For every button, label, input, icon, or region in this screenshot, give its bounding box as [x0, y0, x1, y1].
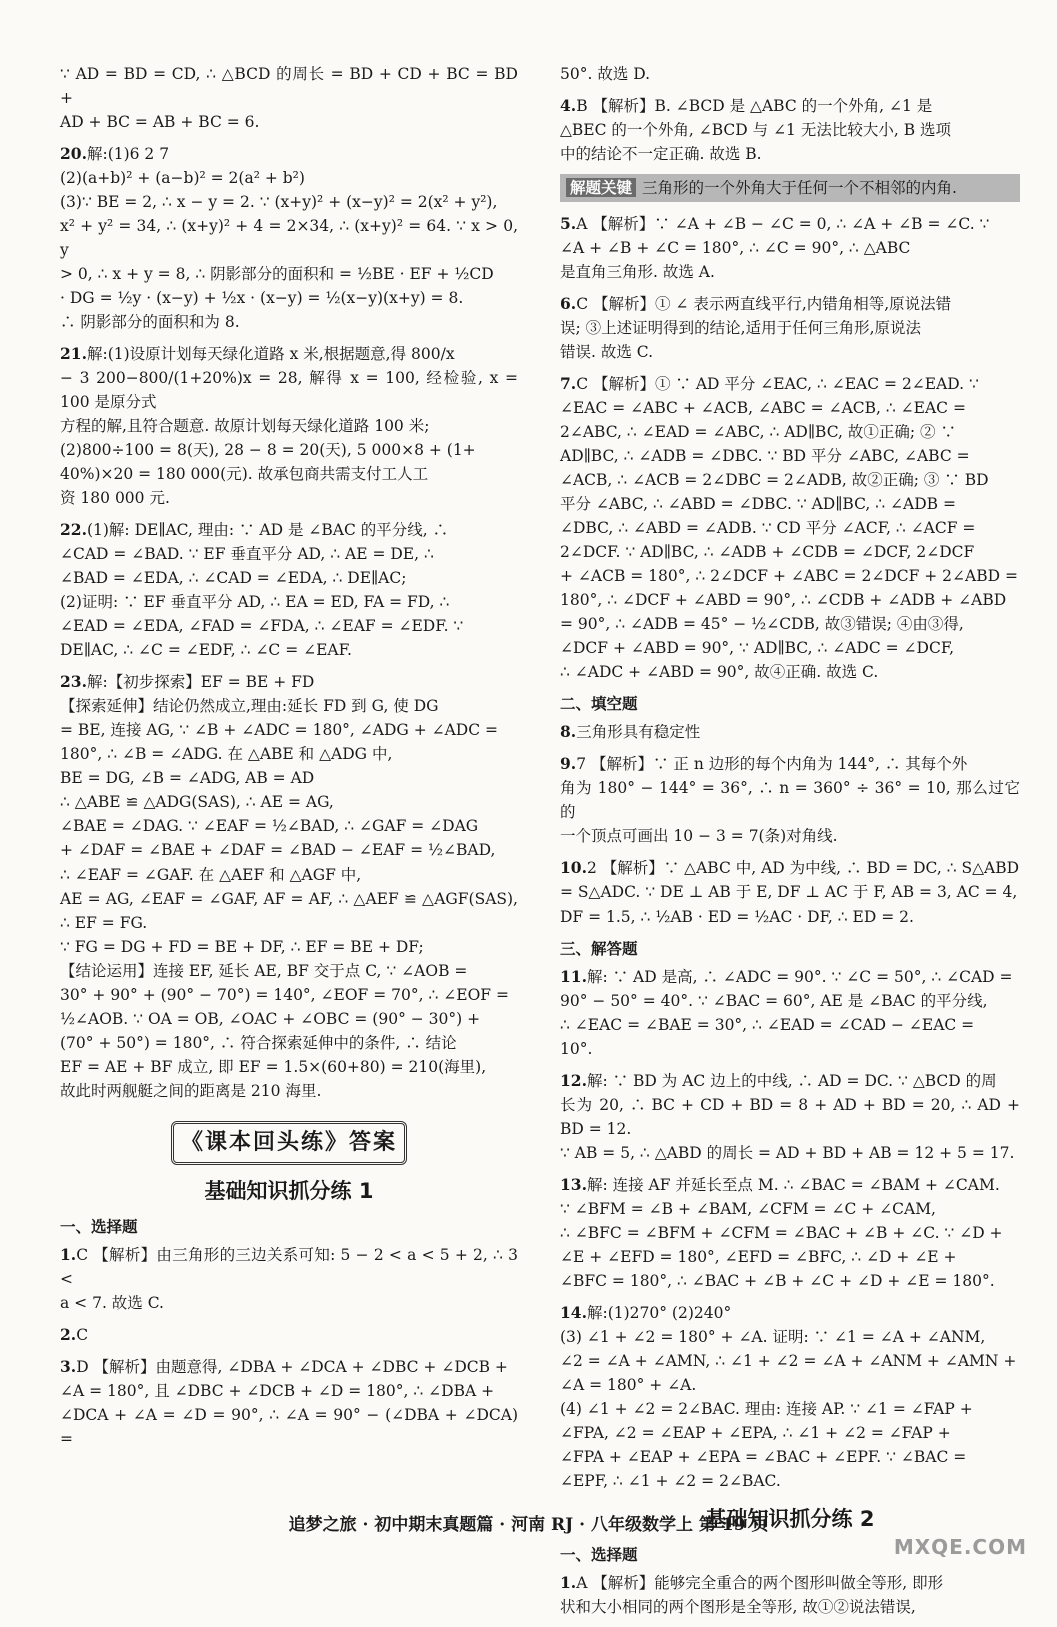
- section-title: 二、填空题: [560, 694, 638, 714]
- key-point-tag: 解题关键: [566, 178, 636, 197]
- answer-line: 误; ③上述证明得到的结论,适用于任何三角形,原说法: [560, 319, 922, 338]
- answer-line: ∠DCF + ∠ABD = 90°, ∵ AD∥BC, ∴ ∠ADC = ∠DCF,: [560, 639, 955, 658]
- answer-line: 10°.: [560, 1039, 593, 1058]
- answer-item: [60, 1243, 518, 1315]
- question-number: 8.: [560, 722, 577, 742]
- answer-item: [560, 62, 1020, 86]
- answer-line: 8.三角形具有稳定性: [560, 722, 701, 742]
- answer-line: 21.解:(1)设原计划每天绿化道路 x 米,根据题意,得 800/x: [60, 344, 455, 364]
- question-number: 5.: [560, 214, 577, 234]
- answer-line: 【结论运用】连接 EF, 延长 AE, BF 交于点 C, ∵ ∠AOB =: [60, 961, 468, 980]
- section-title: 一、选择题: [60, 1217, 138, 1237]
- answer-line: 3.D 【解析】由题意得, ∠DBA + ∠DCA + ∠DBC + ∠DCB +: [60, 1357, 508, 1377]
- question-number: 23.: [60, 672, 87, 692]
- answer-line: △BEC 的一个外角, ∠BCD 与 ∠1 无法比较大小, B 选项: [560, 121, 952, 140]
- answer-line: 180°, ∴ ∠DCF + ∠ABD = 90°, ∴ ∠CDB + ∠ADB + ∠ABD: [560, 591, 1007, 610]
- answer-line: 1.A 【解析】能够完全重合的两个图形叫做全等形, 即形: [560, 1573, 944, 1593]
- answer-line: 平分 ∠ABC, ∴ ∠ABD = ∠DBC. ∵ AD∥BC, ∴ ∠ADB =: [560, 495, 956, 514]
- question-number: 13.: [560, 1174, 587, 1194]
- answer-line: 一个顶点可画出 10 − 3 = 7(条)对角线.: [560, 827, 838, 846]
- answer-line: − 3 200−800/(1+20%)x = 28, 解得 x = 100, 经检验, x = 100 是原分式: [60, 369, 518, 412]
- answer-line: ∵ AD = BD = CD, ∴ △BCD 的周长 = BD + CD + BC = BD +: [60, 65, 518, 108]
- answer-line: ∴ ∠EAF = ∠GAF. 在 △AEF 和 △AGF 中,: [60, 865, 362, 884]
- answer-line: 30° + 90° + (90° − 70°) = 140°, ∠EOF = 70°, ∴ ∠EOF =: [60, 985, 509, 1004]
- answer-line: ∠BAD = ∠EDA, ∴ ∠CAD = ∠EDA, ∴ DE∥AC;: [60, 569, 407, 588]
- answer-item: [560, 1069, 1020, 1165]
- answer-line: 6.C 【解析】① ∠ 表示两直线平行,内错角相等,原说法错: [560, 294, 952, 314]
- answer-item: [560, 1301, 1020, 1493]
- answer-item: [560, 372, 1020, 684]
- answer-line: + ∠ACB = 180°, ∴ 2∠DCF + ∠ABC = 2∠DCF + 2∠ABD =: [560, 567, 1018, 586]
- answer-item: [60, 1323, 518, 1347]
- answer-item: [60, 62, 518, 134]
- answer-line: 状和大小相同的两个图形是全等形, 故①②说法错误,: [560, 1598, 916, 1617]
- answer-line: (70° + 50°) = 180°, ∴ 符合探索延伸中的条件, ∴ 结论: [60, 1033, 457, 1052]
- answer-line: 角为 180° − 144° = 36°, ∴ n = 360° ÷ 36° = 10, 那么过它的: [560, 779, 1020, 822]
- page-footer: 追梦之旅 · 初中期末真题篇 · 河南 RJ · 八年级数学上 第 19 页: [288, 1515, 769, 1535]
- answer-line: ∵ ∠BFM = ∠B + ∠BAM, ∠CFM = ∠C + ∠CAM,: [560, 1199, 936, 1218]
- answer-line: 23.解:【初步探索】EF = BE + FD: [60, 672, 315, 692]
- answer-line: 22.(1)解: DE∥AC, 理由: ∵ AD 是 ∠BAC 的平分线, ∴: [60, 520, 449, 540]
- answer-line: BE = DG, ∠B = ∠ADG, AB = AD: [60, 769, 315, 788]
- answer-line: ∠EPF, ∴ ∠1 + ∠2 = 2∠BAC.: [560, 1471, 781, 1490]
- answer-item: [60, 342, 518, 510]
- key-point-text: 三角形的一个外角大于任何一个不相邻的内角.: [642, 179, 957, 198]
- answer-line: DF = 1.5, ∴ ½AB · ED = ½AC · DF, ∴ ED = 2.: [560, 907, 914, 926]
- answer-line: + ∠DAF = ∠BAE + ∠DAF = ∠BAD − ∠EAF = ½∠BAD,: [60, 841, 496, 860]
- answer-line: = BE, 连接 AG, ∵ ∠B + ∠ADC = 180°, ∠ADG + ∠ADC =: [60, 721, 498, 740]
- answer-line: ∠EAC = ∠ABC + ∠ACB, ∠ABC = ∠ACB, ∴ ∠EAC =: [560, 399, 966, 418]
- answer-line: ∴ 阴影部分的面积和为 8.: [60, 313, 240, 332]
- question-number: 21.: [60, 344, 87, 364]
- key-point-bar: [560, 174, 1020, 202]
- answer-line: 长为 20, ∴ BC + CD + BD = 8 + AD + BD = 20, ∴ AD + BD = 12.: [560, 1095, 1020, 1138]
- answer-item: [560, 965, 1020, 1061]
- answer-item: [560, 752, 1020, 848]
- answer-line: > 0, ∴ x + y = 8, ∴ 阴影部分的面积和 = ½BE · EF + ½CD: [60, 265, 494, 284]
- answer-line: DE∥AC, ∴ ∠C = ∠EDF, ∴ ∠C = ∠EAF.: [60, 641, 352, 660]
- question-number: 22.: [60, 520, 87, 540]
- answer-line: 50°. 故选 D.: [560, 65, 651, 83]
- answer-item: [560, 1173, 1020, 1293]
- question-number: 1.: [560, 1573, 577, 1593]
- answer-item: [60, 1355, 518, 1451]
- answer-line: ∠E + ∠EFD = 180°, ∠EFD = ∠BFC, ∴ ∠D + ∠E +: [560, 1247, 957, 1266]
- answer-line: a < 7. 故选 C.: [60, 1294, 164, 1313]
- answer-line: 错误. 故选 C.: [560, 343, 654, 362]
- answer-line: 2.C: [60, 1325, 89, 1345]
- answer-line: 1.C 【解析】由三角形的三边关系可知: 5 − 2 < a < 5 + 2, ∴ 3 <: [60, 1245, 518, 1289]
- answer-line: 10.2 【解析】∵ △ABC 中, AD 为中线, ∴ BD = DC, ∴ S△ABD: [560, 858, 1020, 878]
- answer-line: (2)证明: ∵ EF 垂直平分 AD, ∴ EA = ED, FA = FD, ∴: [60, 593, 450, 612]
- answer-line: ∵ AB = 5, ∴ △ABD 的周长 = AD + BD + AB = 12 + 5 = 17.: [560, 1143, 1015, 1162]
- question-number: 2.: [60, 1325, 77, 1345]
- answer-line: ∠A = 180° + ∠A.: [560, 1375, 697, 1394]
- question-number: 1.: [60, 1245, 77, 1265]
- answer-line: 7.C 【解析】① ∵ AD 平分 ∠EAC, ∴ ∠EAC = 2∠EAD. ∵: [560, 374, 979, 394]
- answer-line: 2∠ABC, ∴ ∠EAD = ∠ABC, ∴ AD∥BC, 故①正确; ② ∵: [560, 423, 956, 442]
- answer-line: 是直角三角形. 故选 A.: [560, 263, 715, 282]
- question-number: 6.: [560, 294, 577, 314]
- section-title: 一、选择题: [560, 1545, 638, 1565]
- question-number: 4.: [560, 96, 577, 116]
- answer-line: (3)∵ BE = 2, ∴ x − y = 2. ∵ (x+y)² + (x−y)² = 2(x² + y²),: [60, 193, 498, 212]
- answer-line: 13.解: 连接 AF 并延长至点 M. ∴ ∠BAC = ∠BAM + ∠CAM.: [560, 1174, 1000, 1194]
- answer-item: [560, 856, 1020, 928]
- answer-line: ∠A = 180°, 且 ∠DBC + ∠DCB + ∠D = 180°, ∴ ∠DBA +: [60, 1382, 495, 1401]
- watermark-text: MXQE.COM: [893, 1535, 1027, 1559]
- answer-item: [60, 142, 518, 334]
- answer-line: ∠CAD = ∠BAD. ∵ EF 垂直平分 AD, ∴ AE = DE, ∴: [60, 545, 434, 564]
- answer-line: 14.解:(1)270° (2)240°: [560, 1302, 732, 1322]
- answer-line: (4) ∠1 + ∠2 = 2∠BAC. 理由: 连接 AP. ∵ ∠1 = ∠FAP +: [560, 1399, 973, 1418]
- answer-line: ∠BAE = ∠DAG. ∵ ∠EAF = ½∠BAD, ∴ ∠GAF = ∠DAG: [60, 817, 479, 836]
- answer-line: ∠ACB, ∴ ∠ACB = 2∠DBC = 2∠ADB, 故②正确; ③ ∵ BD: [560, 471, 989, 490]
- answer-line: ∴ ∠BFC = ∠BFM + ∠CFM = ∠BAC + ∠B + ∠C. ∵ ∠D +: [560, 1223, 1003, 1242]
- answer-line: 40%)×20 = 180 000(元). 故承包商共需支付工人工: [60, 465, 429, 484]
- answer-item: [560, 94, 1020, 166]
- answer-line: ∠EAD = ∠EDA, ∠FAD = ∠FDA, ∴ ∠EAF = ∠EDF. ∵: [60, 617, 464, 636]
- answer-line: = S△ADC. ∵ DE ⊥ AB 于 E, DF ⊥ AC 于 F, AB = 3, AC = 4,: [560, 883, 1018, 902]
- answer-line: AD∥BC, ∴ ∠ADB = ∠DBC. ∵ BD 平分 ∠ABC, ∠ABC =: [560, 447, 970, 466]
- answer-line: 【探索延伸】结论仍然成立,理由:延长 FD 到 G, 使 DG: [60, 697, 439, 716]
- answer-item: [560, 292, 1020, 364]
- question-number: 3.: [60, 1357, 77, 1377]
- answer-line: 11.解: ∵ AD 是高, ∴ ∠ADC = 90°. ∵ ∠C = 50°, ∴ ∠CAD =: [560, 966, 1013, 986]
- answer-item: [60, 670, 518, 1102]
- section-heading: 基础知识抓分练 1: [204, 1178, 374, 1203]
- answer-line: ∠2 = ∠A + ∠AMN, ∴ ∠1 + ∠2 = ∠A + ∠ANM + ∠AMN +: [560, 1351, 1017, 1370]
- answer-line: (3) ∠1 + ∠2 = 180° + ∠A. 证明: ∵ ∠1 = ∠A + ∠ANM,: [560, 1327, 986, 1346]
- answer-line: 9.7 【解析】∵ 正 n 边形的每个内角为 144°, ∴ 其每个外: [560, 754, 968, 774]
- answer-line: ∵ FG = DG + FD = BE + DF, ∴ EF = BE + DF;: [60, 937, 424, 956]
- answer-line: EF = AE + BF 成立, 即 EF = 1.5×(60+80) = 210(海里),: [60, 1057, 487, 1076]
- section-banner: 《课本回头练》答案: [171, 1121, 407, 1165]
- question-number: 14.: [560, 1302, 587, 1322]
- answer-line: ½∠AOB. ∵ OA = OB, ∠OAC + ∠OBC = (90° − 30°) +: [60, 1009, 481, 1028]
- answer-line: AE = AG, ∠EAF = ∠GAF, AF = AF, ∴ △AEF ≌ △AGF(SAS), ∴ EF = FG.: [60, 889, 518, 932]
- answer-line: ∴ ∠EAC = ∠BAE = 30°, ∴ ∠EAD = ∠CAD − ∠EAC =: [560, 1015, 975, 1034]
- answer-line: ∠A + ∠B + ∠C = 180°, ∴ ∠C = 90°, ∴ △ABC: [560, 239, 911, 258]
- answer-line: 4.B 【解析】B. ∠BCD 是 △ABC 的一个外角, ∠1 是: [560, 96, 933, 116]
- answer-line: ∴ ∠ADC + ∠ABD = 90°, 故④正确. 故选 C.: [560, 663, 879, 682]
- answer-line: 180°, ∴ ∠B = ∠ADG. 在 △ABE 和 △ADG 中,: [60, 745, 393, 764]
- question-number: 11.: [560, 966, 587, 986]
- question-number: 10.: [560, 858, 587, 878]
- section-title: 三、解答题: [560, 938, 638, 958]
- answer-line: · DG = ½y · (x−y) + ½x · (x−y) = ½(x−y)(x+y) = 8.: [60, 289, 464, 308]
- answer-item: [560, 212, 1020, 284]
- answer-line: 故此时两舰艇之间的距离是 210 海里.: [60, 1081, 322, 1100]
- answer-line: = 90°, ∴ ∠ADB = 45° − ½∠CDB, 故③错误; ④由③得,: [560, 615, 964, 634]
- answer-line: 90° − 50° = 40°. ∵ ∠BAC = 60°, AE 是 ∠BAC 的平分线,: [560, 991, 988, 1010]
- answer-line: ∠FPA + ∠EAP + ∠EPA = ∠BAC + ∠EPF. ∵ ∠BAC =: [560, 1447, 967, 1466]
- answer-line: ∠DBC, ∴ ∠ABD = ∠ADB. ∵ CD 平分 ∠ACF, ∴ ∠ACF =: [560, 519, 976, 538]
- answer-line: 方程的解,且符合题意. 故原计划每天绿化道路 100 米;: [60, 417, 430, 436]
- answer-item: [560, 720, 1020, 744]
- question-number: 12.: [560, 1070, 587, 1090]
- answer-line: x² + y² = 34, ∴ (x+y)² + 4 = 2×34, ∴ (x+y)² = 64. ∵ x > 0, y: [60, 217, 518, 260]
- answer-line: 资 180 000 元.: [60, 489, 170, 508]
- answer-line: 5.A 【解析】∵ ∠A + ∠B − ∠C = 0, ∴ ∠A + ∠B = ∠C. ∵: [560, 214, 990, 234]
- answer-line: 2∠DCF. ∵ AD∥BC, ∴ ∠ADB + ∠CDB = ∠DCF, 2∠DCF: [560, 543, 975, 562]
- answer-line: 20.解:(1)6 2 7: [60, 144, 170, 164]
- answer-line: AD + BC = AB + BC = 6.: [60, 113, 260, 132]
- section-heading: 基础知识抓分练 2: [705, 1506, 875, 1531]
- answer-line: 中的结论不一定正确. 故选 B.: [560, 145, 762, 164]
- answer-line: (2)(a+b)² + (a−b)² = 2(a² + b²): [60, 169, 305, 188]
- answer-line: 12.解: ∵ BD 为 AC 边上的中线, ∴ AD = DC. ∵ △BCD 的周: [560, 1070, 997, 1090]
- answer-line: ∠DCA + ∠A = ∠D = 90°, ∴ ∠A = 90° − (∠DBA + ∠DCA) =: [60, 1406, 518, 1449]
- right-column: [560, 62, 1020, 1627]
- answer-item: [560, 1571, 1020, 1619]
- answer-line: ∴ △ABE ≌ △ADG(SAS), ∴ AE = AG,: [60, 793, 334, 812]
- answer-line: ∠FPA, ∠2 = ∠EAP + ∠EPA, ∴ ∠1 + ∠2 = ∠FAP +: [560, 1423, 951, 1442]
- answer-line: ∠BFC = 180°, ∴ ∠BAC + ∠B + ∠C + ∠D + ∠E = 180°.: [560, 1271, 995, 1290]
- question-number: 9.: [560, 754, 577, 774]
- answer-line: (2)800÷100 = 8(天), 28 − 8 = 20(天), 5 000×8 + (1+: [60, 441, 476, 460]
- left-column: [60, 62, 518, 1459]
- question-number: 20.: [60, 144, 87, 164]
- question-number: 7.: [560, 374, 577, 394]
- answer-item: [60, 518, 518, 662]
